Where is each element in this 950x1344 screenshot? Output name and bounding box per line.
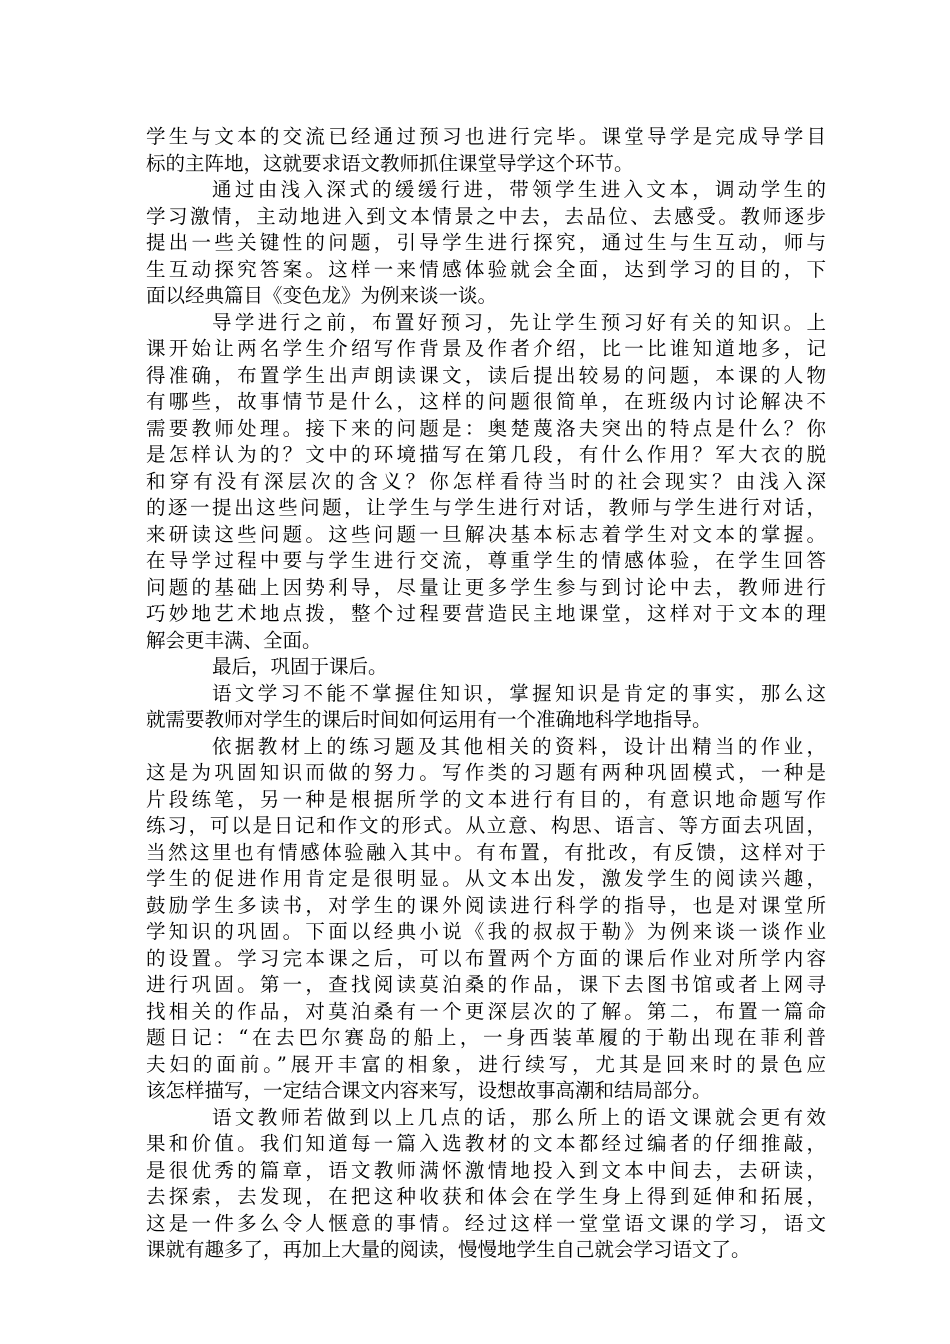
text-line: 需要教师处理。接下来的问题是：奥楚蔑洛夫突出的特点是什么？你 [146,416,826,440]
text-line: 题日记：“在去巴尔赛岛的船上，一身西装革履的于勒出现在菲利普 [146,1026,826,1049]
text-line: 果和价值。我们知道每一篇入选教材的文本都经过编者的仔细推敲， [146,1132,826,1155]
text-line: 依据教材上的练习题及其他相关的资料，设计出精当的作业， [212,734,826,758]
text-line: 就需要教师对学生的课后时间如何运用有一个准确地科学地指导。 [146,708,712,731]
text-line: 语文学习不能不掌握住知识，掌握知识是肯定的事实，那么这 [212,681,826,705]
text-line: 该怎样描写，一定结合课文内容来写，设想故事高潮和结局部分。 [146,1079,712,1102]
text-line: 在导学过程中要与学生进行交流，尊重学生的情感体验，在学生回答 [146,549,826,572]
text-line: 和穿有没有深层次的含义？你怎样看待当时的社会现实？由浅入深 [146,469,826,493]
text-line: 导学进行之前，布置好预习，先让学生预习好有关的知识。上 [212,310,826,334]
text-line: 学知识的巩固。下面以经典小说《我的叔叔于勒》为例来谈一谈作业 [146,920,826,943]
text-line: 来研读这些问题。这些问题一旦解决基本标志着学生对文本的掌握。 [146,522,826,546]
text-line: 练习，可以是日记和作文的形式。从立意、构思、语言、等方面去巩固， [146,814,826,837]
text-line: 课开始让两名学生介绍写作背景及作者介绍，比一比谁知道地多，记 [146,337,826,360]
text-line: 的设置。学习完本课之后，可以布置两个方面的课后作业对所学内容 [146,946,826,970]
paragraph [146,310,826,655]
text-line: 的逐一提出这些问题，让学生与学生进行对话，教师与学生进行对话， [146,496,826,519]
text-line: 进行巩固。第一，查找阅读莫泊桑的作品，课下去图书馆或者上网寻 [146,973,826,996]
paragraph [146,681,826,734]
text-line: 鼓励学生多读书，对学生的课外阅读进行科学的指导，也是对课堂所 [146,893,826,917]
text-line: 这是为巩固知识而做的努力。写作类的习题有两种巩固模式，一种是 [146,761,826,784]
text-line: 当然这里也有情感体验融入其中。有布置，有批改，有反馈，这样对于 [146,840,826,864]
paragraph [146,1105,826,1264]
text-line: 通过由浅入深式的缓缓行进，带领学生进入文本，调动学生的 [212,178,826,201]
text-line: 去探索，去发现，在把这种收获和体会在学生身上得到延伸和拓展， [146,1185,826,1208]
text-line: 得准确，布置学生出声朗读课文，读后提出较易的问题，本课的人物 [146,363,826,387]
text-line: 片段练笔，另一种是根据所学的文本进行有目的，有意识地命题写作 [146,787,826,811]
text-line: 语文教师若做到以上几点的话，那么所上的语文课就会更有效 [212,1105,826,1129]
text-line: 找相关的作品，对莫泊桑有一个更深层次的了解。第二，布置一篇命 [146,999,826,1023]
paragraph [146,734,826,1105]
text-line: 巧妙地艺术地点拨，整个过程要营造民主地课堂，这样对于文本的理 [146,602,826,625]
text-line: 夫妇的面前。”展开丰富的相象，进行续写，尤其是回来时的景色应 [146,1052,826,1076]
text-line: 课就有趣多了，再加上大量的阅读，慢慢地学生自己就会学习语文了。 [146,1238,751,1261]
paragraph [146,177,826,310]
text-line: 是很优秀的篇章，语文教师满怀激情地投入到文本中间去，去研读， [146,1158,826,1182]
text-line: 学生的促进作用肯定是很明显。从文本出发，激发学生的阅读兴趣， [146,867,826,890]
text-line: 生互动探究答案。这样一来情感体验就会全面，达到学习的目的，下 [146,257,826,281]
text-line: 有哪些，故事情节是什么，这样的问题很简单，在班级内讨论解决不 [146,390,826,413]
text-line: 学生与文本的交流已经通过预习也进行完毕。课堂导学是完成导学目 [146,125,826,148]
document-body [146,124,826,1264]
paragraph [146,654,826,681]
paragraph [146,124,826,177]
text-line: 是怎样认为的？文中的环境描写在第几段，有什么作用？军大衣的脱 [146,443,826,466]
text-line: 面以经典篇目《变色龙》为例来谈一谈。 [146,284,498,307]
text-line: 最后，巩固于课后。 [212,655,388,678]
text-line: 标的主阵地，这就要求语文教师抓住课堂导学这个环节。 [146,151,634,175]
text-line: 提出一些关键性的问题，引导学生进行探究，通过生与生互动，师与 [146,231,826,254]
text-line: 解会更丰满、全面。 [146,628,322,652]
text-line: 学习激情，主动地进入到文本情景之中去，去品位、去感受。教师逐步 [146,204,826,228]
text-line: 这是一件多么令人惬意的事情。经过这样一堂堂语文课的学习，语文 [146,1211,826,1235]
text-line: 问题的基础上因势利导，尽量让更多学生参与到讨论中去，教师进行 [146,575,826,599]
